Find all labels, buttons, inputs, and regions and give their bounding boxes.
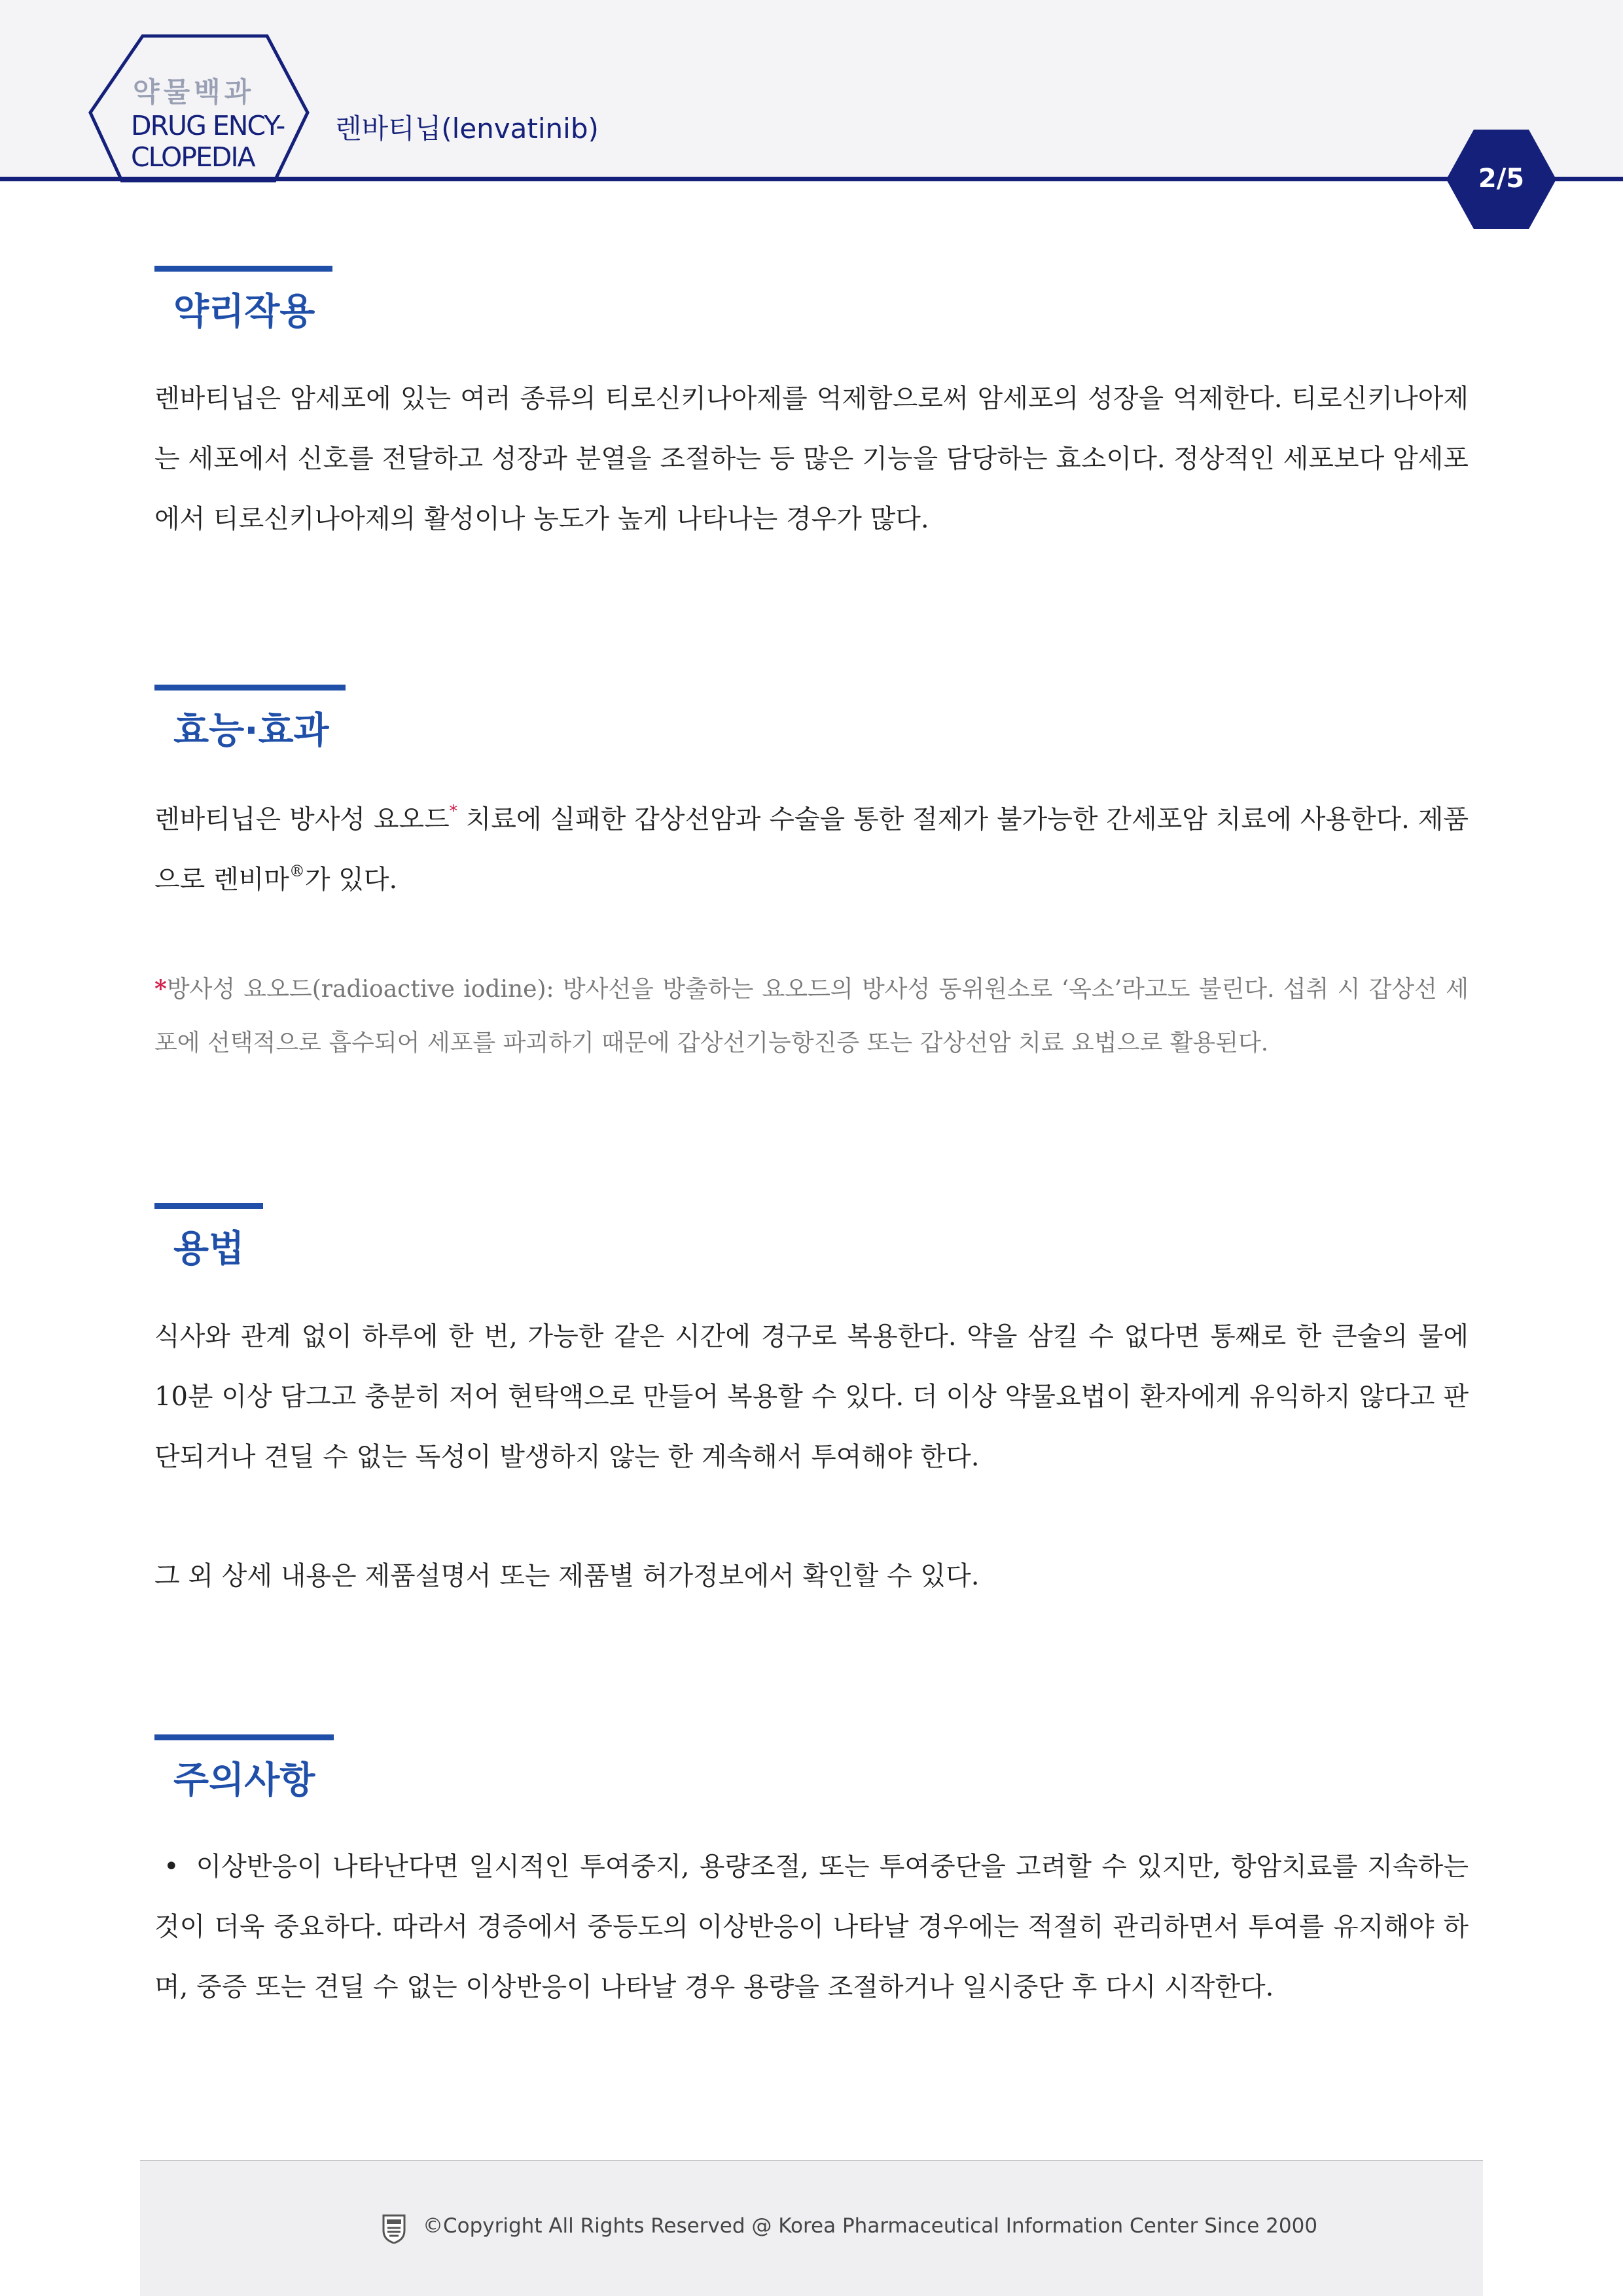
section-bar-efficacy — [154, 685, 346, 691]
section-title-pharmacology: 약리작용 — [173, 291, 315, 333]
kpic-emblem-icon — [382, 2214, 406, 2244]
section-title-efficacy: 효능·효과 — [173, 709, 329, 752]
bullet-marker: • — [164, 1852, 179, 1882]
logo-english: DRUG ENCY- CLOPEDIA — [131, 110, 285, 173]
footnote-radioactive-iodine: *방사성 요오드(radioactive iodine): 방사선을 방출하는 요오드의 방사성 동위원소로 ‘옥소’라고도 불린다. 섭취 시 갑상선 세포에 선택적으로 흡수되어 세포를 파괴하기 때문에 갑상선기능항진증 또는 갑상선암 치료 요법으로 활용된다. — [154, 975, 1469, 1056]
footer-rule — [140, 2160, 1483, 2161]
efficacy-paragraph: 렌바티닙은 방사성 요오드* 치료에 실패한 갑상선암과 수술을 통한 절제가 불가능한 간세포암 치료에 사용한다. 제품으로 렌비마®가 있다. — [154, 801, 1469, 895]
section-bar-dosage — [154, 1203, 263, 1209]
page-number: 2/5 — [1478, 164, 1525, 194]
footnote-marker: * — [449, 801, 457, 820]
section-title-precautions: 주의사항 — [173, 1759, 315, 1802]
section-bar-pharmacology — [154, 266, 332, 272]
footer-copyright: ©Copyright All Rights Reserved @ Korea Pharmaceutical Information Center Since 2000 — [423, 2214, 1318, 2238]
section-title-dosage: 용법 — [173, 1228, 245, 1270]
dosage-more-info: 그 외 상세 내용은 제품설명서 또는 제품별 허가정보에서 확인할 수 있다. — [154, 1561, 980, 1591]
precaution-item: • 이상반응이 나타난다면 일시적인 투여중지, 용량조절, 또는 투여중단을 고려할 수 있지만, 항암치료를 지속하는 것이 더욱 중요하다. 따라서 경증에서 중등도의 이상반응이 나타날 경우에는 적절히 관리하면서 투여를 유지해야 하며, 중증 또는 견딜 수 없는 이상반응이 나타날 경우 용량을 조절하거나 일시중단 후 다시 시작한다. — [154, 1852, 1469, 2002]
document-title: 렌바티닙(lenvatinib) — [335, 113, 599, 145]
pharmacology-paragraph: 렌바티닙은 암세포에 있는 여러 종류의 티로신키나아제를 억제함으로써 암세포의 성장을 억제한다. 티로신키나아제는 세포에서 신호를 전달하고 성장과 분열을 조절하는 등 많은 기능을 담당하는 효소이다. 정상적인 세포보다 암세포에서 티로신키나아제의 활성이나 농도가 높게 나타나는 경우가 많다. — [154, 384, 1469, 534]
logo-korean: 약물백과 — [133, 76, 255, 108]
registered-mark: ® — [289, 861, 305, 880]
dosage-paragraph: 식사와 관계 없이 하루에 한 번, 가능한 같은 시간에 경구로 복용한다. 약을 삼킬 수 없다면 통째로 한 큰술의 물에 10분 이상 담그고 충분히 저어 현탁액으로 만들어 복용할 수 있다. 더 이상 약물요법이 환자에게 유익하지 않다고 판단되거나 견딜 수 없는 독성이 발생하지 않는 한 계속해서 투여해야 한다. — [154, 1321, 1469, 1472]
header-rule — [0, 177, 1623, 181]
section-bar-precautions — [154, 1734, 334, 1740]
